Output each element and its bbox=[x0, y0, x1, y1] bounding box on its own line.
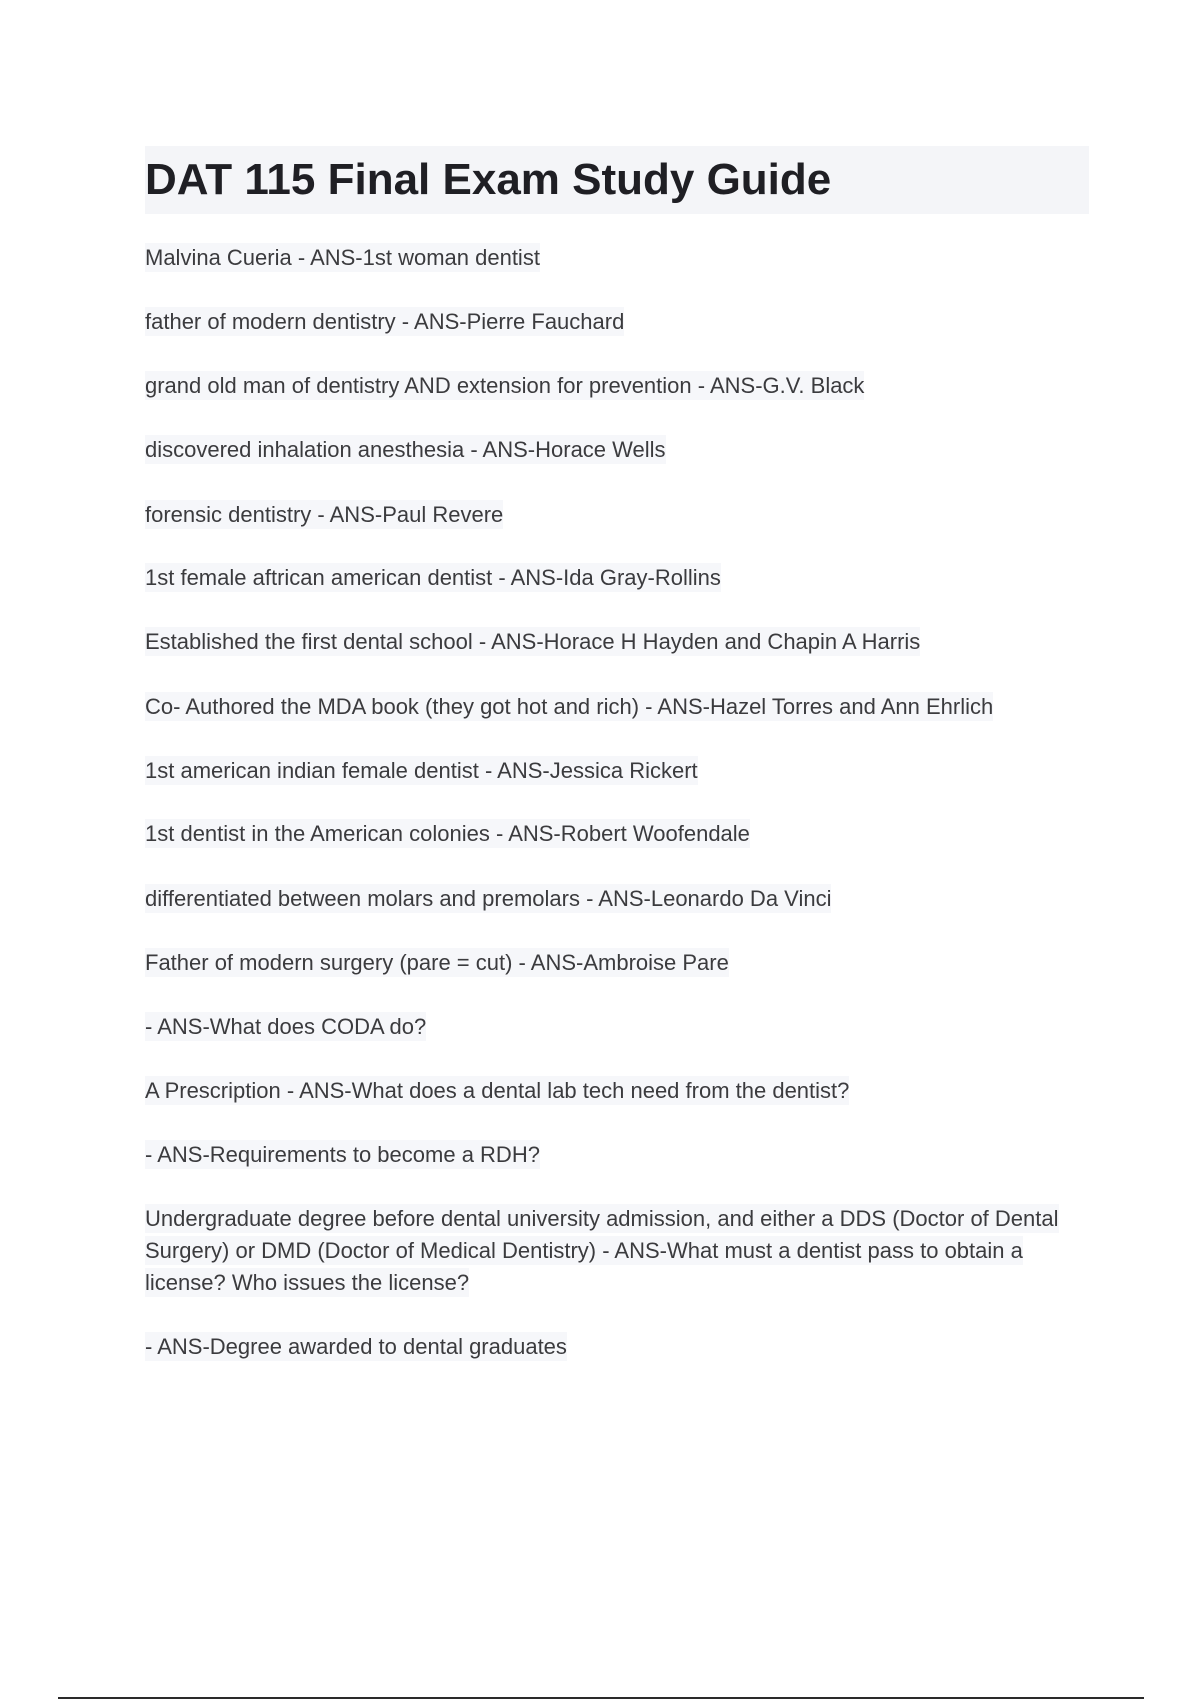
qa-entry: Malvina Cueria - ANS-1st woman dentist bbox=[145, 245, 540, 270]
page-title: DAT 115 Final Exam Study Guide bbox=[145, 155, 832, 204]
qa-entry: father of modern dentistry - ANS-Pierre Fauchard bbox=[145, 309, 625, 334]
qa-entry: - ANS-Requirements to become a RDH? bbox=[145, 1142, 540, 1167]
qa-entry: Co- Authored the MDA book (they got hot and rich) - ANS-Hazel Torres and Ann Ehrlich bbox=[145, 694, 994, 719]
qa-entry: 1st female aftrican american dentist - ANS-Ida Gray-Rollins bbox=[145, 565, 721, 590]
qa-entry: Undergraduate degree before dental university admission, and either a DDS (Doctor of Dental Surgery) or DMD (Doctor of Medical Dentistry) - ANS-What must a dentist pass to obtain a license? Who issues the license? bbox=[145, 1206, 1059, 1295]
footer-divider bbox=[58, 1697, 1144, 1699]
qa-entry: forensic dentistry - ANS-Paul Revere bbox=[145, 502, 504, 527]
qa-entry: A Prescription - ANS-What does a dental lab tech need from the dentist? bbox=[145, 1078, 850, 1103]
qa-entry: differentiated between molars and premolars - ANS-Leonardo Da Vinci bbox=[145, 886, 832, 911]
qa-entry: - ANS-What does CODA do? bbox=[145, 1014, 427, 1039]
qa-entry: Father of modern surgery (pare = cut) - ANS-Ambroise Pare bbox=[145, 950, 729, 975]
qa-entry: - ANS-Degree awarded to dental graduates bbox=[145, 1334, 567, 1359]
qa-entry: 1st american indian female dentist - ANS-Jessica Rickert bbox=[145, 758, 698, 783]
qa-entry: Established the first dental school - ANS-Horace H Hayden and Chapin A Harris bbox=[145, 629, 921, 654]
qa-entry: grand old man of dentistry AND extension for prevention - ANS-G.V. Black bbox=[145, 373, 865, 398]
qa-entry: discovered inhalation anesthesia - ANS-Horace Wells bbox=[145, 437, 666, 462]
qa-entry: 1st dentist in the American colonies - ANS-Robert Woofendale bbox=[145, 821, 750, 846]
